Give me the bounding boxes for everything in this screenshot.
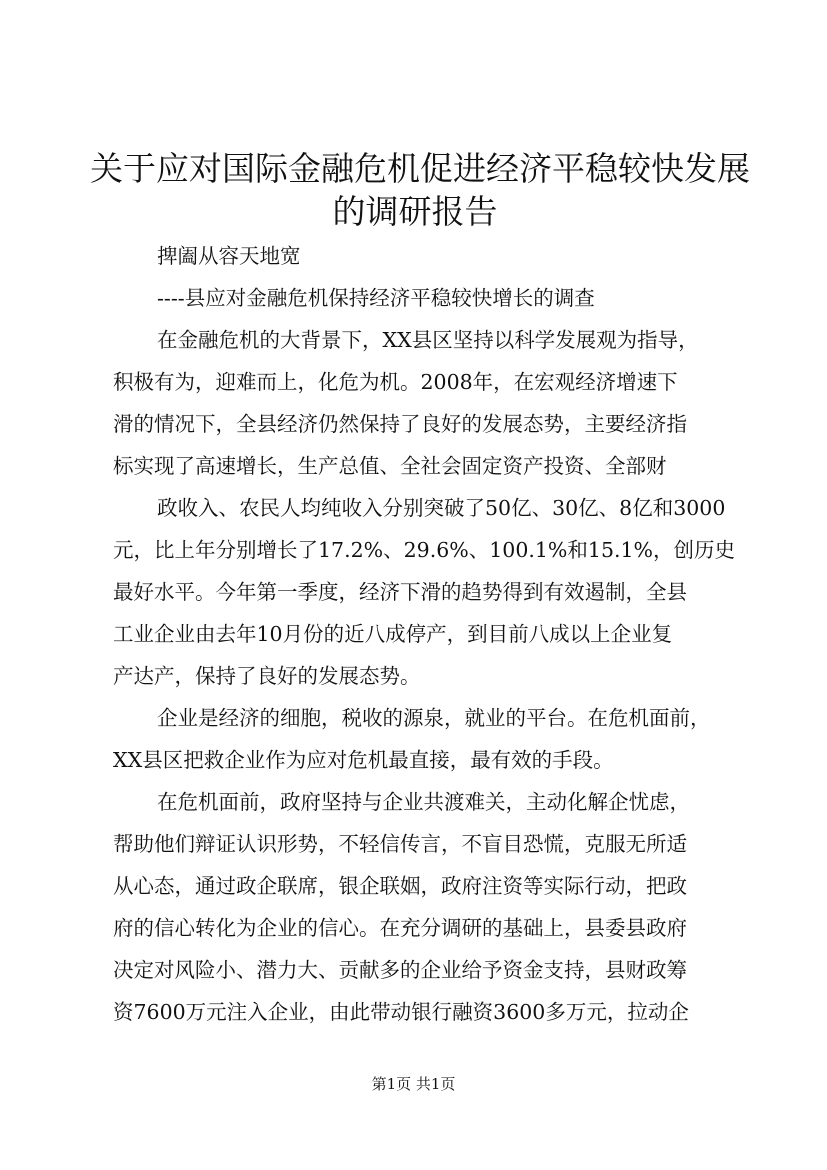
page-number-footer: 第1页 共1页	[371, 1075, 456, 1093]
paragraph-line: 企业是经济的细胞，税收的源泉，就业的平台。在危机面前，	[157, 706, 711, 730]
paragraph-line: 标实现了高速增长，生产总值、全社会固定资产投资、全部财	[113, 454, 667, 478]
paragraph-line: 在危机面前，政府坚持与企业共渡难关，主动化解企忧虑，	[157, 790, 690, 814]
document-title-line-1: 关于应对国际金融危机促进经济平稳较快发展	[90, 149, 750, 188]
paragraph-line: 帮助他们辩证认识形势，不轻信传言，不盲目恐慌，克服无所适	[113, 832, 687, 856]
subtitle: 捭阖从容天地宽	[157, 244, 301, 268]
document-title-line-2: 的调研报告	[332, 192, 498, 231]
paragraph-line: 从心态，通过政企联席，银企联姻，政府注资等实际行动，把政	[113, 874, 687, 898]
subtitle-dash: ----县应对金融危机保持经济平稳较快增长的调查	[157, 286, 595, 310]
paragraph-line: 政收入、农民人均纯收入分别突破了50亿、30亿、8亿和3000	[157, 496, 726, 520]
paragraph-line: 在金融危机的大背景下，XX县区坚持以科学发展观为指导，	[157, 328, 699, 352]
paragraph-line: XX县区把救企业作为应对危机最直接，最有效的手段。	[113, 748, 614, 772]
paragraph-line: 工业企业由去年10月份的近八成停产，到目前八成以上企业复	[113, 622, 673, 646]
paragraph-line: 元，比上年分别增长了17.2%、29.6%、100.1%和15.1%，创历史	[113, 538, 736, 562]
paragraph-line: 最好水平。今年第一季度，经济下滑的趋势得到有效遏制，全县	[113, 580, 687, 604]
paragraph-line: 产达产，保持了良好的发展态势。	[113, 664, 421, 688]
paragraph-line: 资7600万元注入企业，由此带动银行融资3600多万元，拉动企	[113, 1000, 689, 1024]
paragraph-line: 决定对风险小、潜力大、贡献多的企业给予资金支持，县财政筹	[113, 958, 687, 982]
paragraph-line: 府的信心转化为企业的信心。在充分调研的基础上，县委县政府	[113, 916, 687, 940]
paragraph-line: 积极有为，迎难而上，化危为机。2008年，在宏观经济增速下	[113, 370, 678, 394]
paragraph-line: 滑的情况下，全县经济仍然保持了良好的发展态势，主要经济指	[113, 412, 687, 436]
